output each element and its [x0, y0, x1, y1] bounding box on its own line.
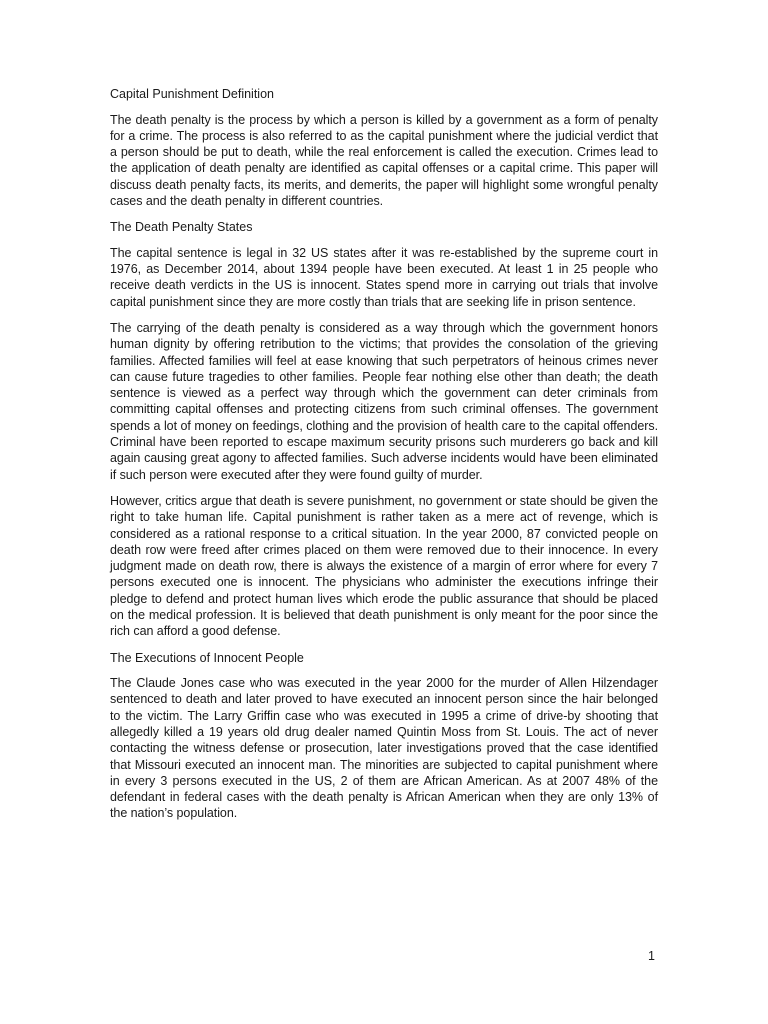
document-body [110, 86, 658, 832]
paragraph-definition: The death penalty is the process by which a person is killed by a government as a form of penalty for a crime. The process is also referred to as the capital punishment where the judicial verdict that a person should be put to death, while the real enforcement is called the execution. Crimes lead to the application of death penalty are identified as capital offenses or a capital crime. This paper will discuss death penalty facts, its merits, and demerits, the paper will highlight some wrongful penalty cases and the death penalty in different countries. [110, 112, 658, 208]
paragraph-merits: The carrying of the death penalty is considered as a way through which the government honors human dignity by offering retribution to the victims; that provides the consolation of the grieving families. Affected families will feel at ease knowing that such perpetrators of heinous crimes never can cause future tragedies to other families. People fear nothing else other than death; the death sentence is viewed as a perfect way through which the government can deter criminals from committing capital offenses and protecting citizens from such criminal offenses. The government spends a lot of money on feedings, clothing and the provision of health care to the capital offenders. Criminal have been reported to escape maximum security prisons such murderers go back and kill again causing great agony to affected families. Such adverse incidents would have been eliminated if such person were executed after they were found guilty of murder. [110, 320, 658, 482]
paragraph-innocent-cases: The Claude Jones case who was executed in the year 2000 for the murder of Allen Hilzendager sentenced to death and later proved to have executed an innocent person since the hair belonged to the victim. The Larry Griffin case who was executed in 1995 a crime of drive-by shooting that allegedly killed a 19 years old drug dealer named Quintin Moss from St. Louis. The act of never contacting the witness defense or prosecution, later investigations proved that the case identified that Missouri executed an innocent man. The minorities are subjected to capital punishment where in every 3 persons executed in the US, 2 of them are African American. As at 2007 48% of the defendant in federal cases with the death penalty is African American when they are only 13% of the nation’s population. [110, 676, 658, 821]
page-number: 1 [648, 949, 655, 963]
section-heading-innocent-executions: The Executions of Innocent People [110, 650, 304, 665]
section-heading-definition: Capital Punishment Definition [110, 87, 274, 101]
paragraph-legal-states: The capital sentence is legal in 32 US states after it was re-established by the supreme court in 1976, as December 2014, about 1394 people have been executed. At least 1 in 25 people who receive death verdicts in the US is innocent. States spend more in carrying out trials that involve capital punishment since they are more costly than trials that are seeking life in prison sentence. [110, 245, 658, 309]
section-heading-death-penalty-states: The Death Penalty States [110, 220, 253, 235]
paragraph-demerits: However, critics argue that death is severe punishment, no government or state should be given the right to take human life. Capital punishment is rather taken as a mere act of revenge, which is considered as a rational response to a critical situation. In the year 2000, 87 convicted people on death row were freed after crimes placed on them were removed due to their innocence. In every judgment made on death row, there is always the existence of a margin of error where for every 7 persons executed one is innocent. The physicians who administer the executions infringe their pledge to defend and protect human lives which erode the public assurance that should be placed on the medical profession. It is believed that death punishment is only meant for the poor since the rich can afford a good defense. [110, 493, 658, 639]
